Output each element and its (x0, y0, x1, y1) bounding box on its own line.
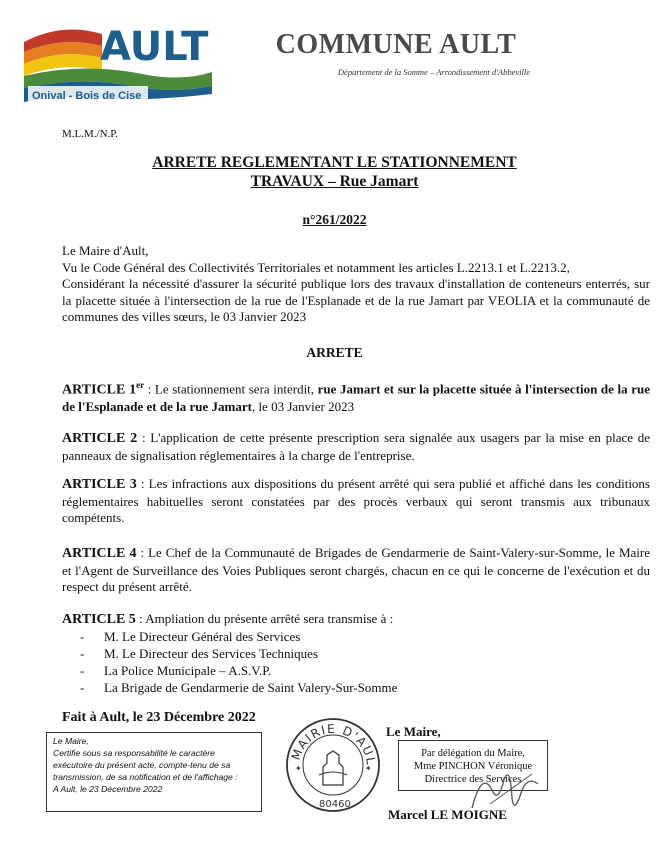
intro-section (62, 243, 650, 326)
article-1-text-after: , le 03 Janvier 2023 (251, 398, 355, 414)
mairie-seal (283, 715, 383, 815)
arrete-heading: ARRETE (306, 345, 363, 360)
article-1-heading: ARTICLE 1 (62, 382, 137, 398)
arrete-number: n°261/2022 (302, 212, 367, 227)
delegation-line-3: Directrice des Services (424, 774, 522, 785)
list-item (80, 645, 397, 662)
intro-line-3: Considérant la nécessité d'assurer la sécurité publique lors des travaux d'installation de conteneurs enterrés, sur la placette située à l'intersection de la rue de l'Esplanade et de la rue Jamart par VEOLIA et la communauté de communes des villes sœurs, le 03 Janvier 2023 (62, 276, 650, 325)
article-5-text: : Ampliation du présente arrêté sera transmise à : (135, 611, 394, 626)
mayor-name: Marcel LE MOIGNE (388, 807, 507, 822)
article-4-heading: ARTICLE 4 (62, 546, 137, 561)
article-5 (62, 611, 650, 629)
article-3-heading: ARTICLE 3 (62, 477, 137, 492)
seal-top-text: MAIRIE D'AUL (288, 721, 378, 765)
svg-text:✦: ✦ (365, 764, 372, 773)
certification-text: Certifie sous sa responsabilité le caractère exécutoire du présent acte, compte-tenu de sa transmission, de sa notification et de l'affichage : (53, 748, 238, 782)
article-4-text: : Le Chef de la Communauté de Brigades de Gendarmerie de Saint-Valery-sur-Somme, le Maire et l'Agent de Surveillance des Voies Publiques seront chargés, chacun en ce qui le concerne de l'exécution et du respect du présent arrêté. (62, 545, 650, 595)
article-1-text-before: : Le stationnement sera interdit, (144, 381, 318, 397)
intro-line-2: Vu le Code Général des Collectivités Territoriales et notamment les articles L.2213.1 et L.2213.2, (62, 259, 570, 275)
certification-date: A Ault, le 23 Décembre 2022 (53, 784, 163, 794)
commune-logo (22, 12, 214, 108)
signature-title: Le Maire, (386, 724, 441, 739)
document-title-line-1: ARRETE REGLEMENTANT LE STATIONNEMENT (152, 154, 517, 171)
document-reference: M.L.M./N.P. (62, 128, 118, 140)
svg-text:✦: ✦ (295, 764, 302, 773)
commune-subtitle: Département de la Somme – Arrondissement d'Abbeville (337, 67, 530, 77)
logo-tagline: Onival - Bois de Cise (32, 90, 142, 102)
article-1 (62, 377, 650, 416)
document-title-line-2: TRAVAUX – Rue Jamart (250, 173, 419, 190)
intro-line-1: Le Maire d'Ault, (62, 243, 149, 258)
article-2 (62, 430, 650, 464)
seal-postal-code: 80460 (319, 799, 351, 810)
list-item-text: M. Le Directeur Général des Services (104, 629, 301, 644)
list-item (80, 628, 397, 645)
list-dash: - (80, 629, 85, 644)
article-2-text: : L'application de cette présente prescription sera signalée aux usagers par la mise en place de panneaux de signalisation réglementaires à la charge de l'entreprise. (62, 430, 650, 463)
article-2-heading: ARTICLE 2 (62, 431, 138, 446)
list-dash: - (80, 663, 85, 678)
article-3 (62, 476, 650, 527)
logo-brand-text: AULT (100, 24, 209, 70)
distribution-list (80, 628, 397, 696)
article-1-text-bold: rue Jamart et sur la placette située à l'intersection de la rue de l'Esplanade et de la rue Jamart (62, 381, 650, 414)
list-item (80, 662, 397, 679)
article-5-heading: ARTICLE 5 (62, 612, 136, 627)
article-4 (62, 545, 650, 596)
delegation-line-1: Par délégation du Maire, (421, 748, 525, 759)
article-3-text: : Les infractions aux dispositions du présent arrêté qui sera publié et affiché dans les conditions réglementaires habituelles seront constatées par des procès verbaux qui seront transmis aux tribunaux compétents. (62, 476, 650, 526)
list-item-text: La Brigade de Gendarmerie de Saint Valery-Sur-Somme (104, 680, 398, 695)
certification-box (46, 732, 262, 812)
article-1-heading-sup: er (136, 380, 145, 390)
delegation-line-2: Mme PINCHON Véronique (413, 761, 533, 772)
certification-title: Le Maire, (53, 736, 89, 746)
list-item-text: M. Le Directeur des Services Techniques (104, 646, 318, 661)
list-item (80, 679, 397, 696)
fait-a-line: Fait à Ault, le 23 Décembre 2022 (62, 710, 256, 725)
list-item-text: La Police Municipale – A.S.V.P. (104, 663, 272, 678)
list-dash: - (80, 646, 85, 661)
commune-title: COMMUNE AULT (275, 29, 517, 60)
list-dash: - (80, 680, 85, 695)
